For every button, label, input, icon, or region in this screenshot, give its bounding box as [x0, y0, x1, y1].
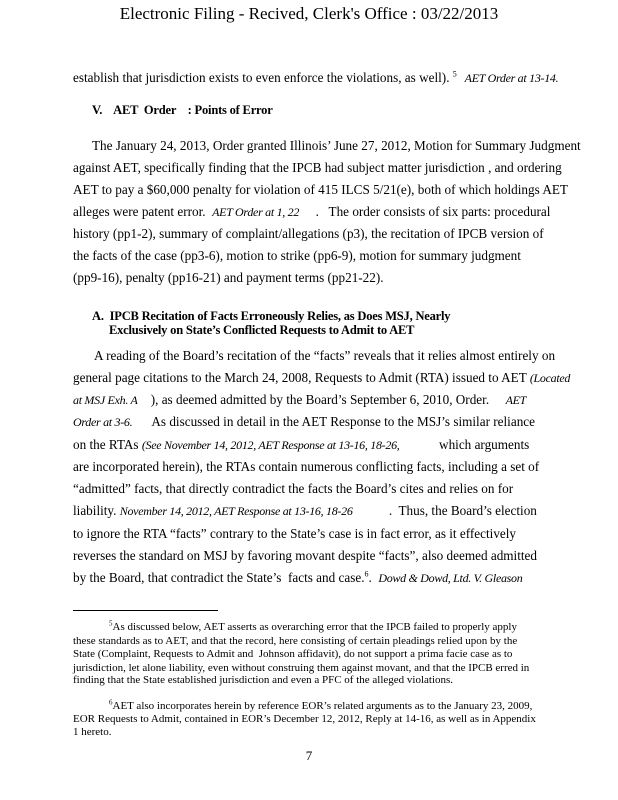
- text-segment: (pp9-16), penalty (pp16-21) and payment terms (pp21-22).: [73, 270, 384, 285]
- text-segment: Exclusively on State’s Conflicted Requests to Admit to AET: [109, 323, 415, 337]
- text-segment: reverses the standard on MSJ by favoring movant despite “facts”, also deemed admitted: [73, 548, 537, 563]
- text-segment: jurisdiction, let alone liability, even without construing them against movant, and that the IPCB erred in: [73, 662, 530, 674]
- citation-text: AET Order at 13-14.: [456, 71, 559, 85]
- text-line: [73, 392, 526, 408]
- text-line: [73, 526, 516, 542]
- text-segment: The January 24, 2013, Order granted Illinois’ June 27, 2012, Motion for Summary Judgment: [92, 138, 581, 153]
- text-segment: alleges were patent error.: [73, 204, 213, 219]
- text-line: [94, 348, 555, 364]
- text-line: [73, 204, 550, 220]
- text-segment: by the Board, that contradict the State’s facts and case.: [73, 570, 365, 585]
- section-heading: [92, 102, 273, 118]
- text-segment: A reading of the Board’s recitation of the “facts” reveals that it relies almost entirely on: [94, 348, 556, 363]
- text-segment: establish that jurisdiction exists to even enforce the violations, as well).: [73, 70, 453, 85]
- text-line: [73, 459, 539, 475]
- citation-text: Dowd & Dowd, Ltd. V. Gleason: [378, 571, 523, 585]
- footnote-line: [73, 674, 453, 687]
- text-segment: . The order consists of six parts: procedural: [299, 204, 551, 219]
- citation-text: November 14, 2012, AET Response at 13-16, 18-26: [119, 504, 353, 518]
- text-line: [73, 503, 537, 519]
- text-line: [73, 437, 529, 453]
- page-number: 7: [305, 748, 313, 763]
- text-line: [73, 370, 570, 386]
- text-segment: EOR Requests to Admit, contained in EOR’s December 12, 2012, Reply at 14-16, as well as in Appendix: [73, 713, 536, 725]
- text-line: [73, 70, 558, 86]
- text-line: [73, 548, 537, 564]
- text-line: [73, 270, 384, 286]
- citation-text: at MSJ Exh. A: [73, 393, 138, 407]
- citation-text: Order at 3-6.: [73, 415, 133, 429]
- text-segment: history (pp1-2), summary of complaint/allegations (p3), the recitation of IPCB version of: [73, 226, 544, 241]
- text-segment: are incorporated herein), the RTAs contain numerous conflicting facts, including a set of: [73, 459, 540, 474]
- text-segment: general page citations to the March 24, 2008, Requests to Admit (RTA) issued to AET: [73, 370, 530, 385]
- text-line: [73, 570, 522, 586]
- text-segment: V. AET Order : Points of Error: [92, 103, 273, 117]
- text-segment: .: [368, 570, 379, 585]
- text-line: [73, 160, 562, 176]
- footnote-ref: 5: [109, 619, 113, 628]
- text-segment: As discussed in detail in the AET Response to the MSJ’s similar reliance: [132, 414, 535, 429]
- text-segment: ), as deemed admitted by the Board’s September 6, 2010, Order.: [137, 392, 506, 407]
- text-segment: against AET, specifically finding that the IPCB had subject matter jurisdiction , and ordering: [73, 160, 562, 175]
- subsection-heading: [109, 322, 414, 338]
- footnote-line: [73, 713, 536, 726]
- text-segment: liability.: [73, 503, 120, 518]
- text-segment: on the RTAs: [73, 437, 142, 452]
- footnote-line: [73, 635, 517, 648]
- footnote-line: [109, 700, 532, 713]
- footnote-line: [109, 621, 517, 634]
- citation-text: (See November 14, 2012, AET Response at 13-16, 18-26,: [141, 438, 400, 452]
- text-line: [73, 414, 535, 430]
- text-segment: which arguments: [399, 437, 530, 452]
- citation-text: AET: [505, 393, 527, 407]
- text-segment: AET also incorporates herein by reference EOR’s related arguments as to the January 23, 2009,: [112, 700, 533, 712]
- text-segment: AET to pay a $60,000 penalty for violation of 415 ILCS 5/21(e), both of which holdings AET: [73, 182, 568, 197]
- citation-text: (Located: [529, 371, 571, 385]
- filing-header: Electronic Filing - Recived, Clerk's Office : 03/22/2013: [119, 4, 499, 23]
- text-segment: State (Complaint, Requests to Admit and Johnson affidavit), do not support a prima facie case as to: [73, 648, 513, 660]
- text-segment: the facts of the case (pp3-6), motion to strike (pp6-9), motion for summary judgment: [73, 248, 521, 263]
- citation-text: AET Order at 1, 22: [212, 205, 300, 219]
- footnote-line: [73, 726, 111, 739]
- text-segment: “admitted” facts, that directly contradict the facts the Board’s cites and relies on for: [73, 481, 514, 496]
- text-segment: finding that the State established jurisdiction and even a PFC of the alleged violations.: [73, 674, 454, 686]
- text-segment: . Thus, the Board’s election: [352, 503, 537, 518]
- footnote-ref: 6: [364, 569, 369, 579]
- footnote-line: [73, 648, 512, 661]
- text-segment: to ignore the RTA “facts” contrary to the State’s case is in fact error, as it effectively: [73, 526, 517, 541]
- footnote-divider: [73, 610, 218, 611]
- text-segment: 1 hereto.: [73, 726, 112, 738]
- text-line: [73, 248, 521, 264]
- text-line: [92, 138, 581, 154]
- footnote-ref: 5: [452, 69, 457, 79]
- footnote-ref: 6: [109, 698, 113, 707]
- text-line: [73, 182, 568, 198]
- text-segment: As discussed below, AET asserts as overarching error that the IPCB failed to properly apply: [112, 621, 517, 633]
- text-line: [73, 481, 513, 497]
- text-line: [73, 226, 544, 242]
- text-segment: these standards as to AET, and that the record, here consisting of certain pleadings relied upon by the: [73, 635, 518, 647]
- text-segment: A. IPCB Recitation of Facts Erroneously Relies, as Does MSJ, Nearly: [92, 309, 451, 323]
